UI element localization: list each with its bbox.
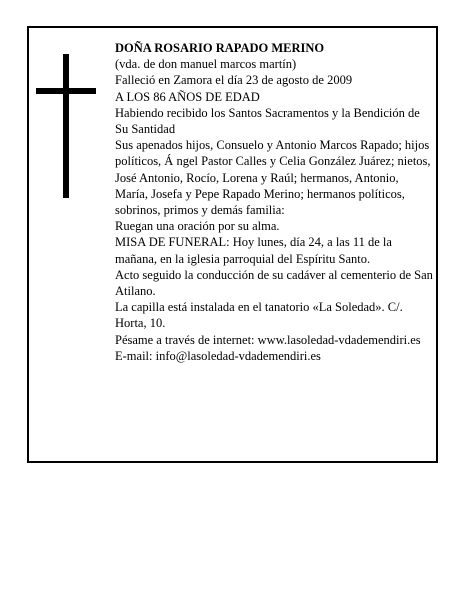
burial-paragraph: Acto seguido la conducción de su cadáver al cementerio de San Atilano. <box>115 267 433 299</box>
cross-vertical-bar <box>63 54 69 198</box>
death-line: Falleció en Zamora el día 23 de agosto de 2009 <box>115 73 353 88</box>
cross-horizontal-bar <box>36 88 96 94</box>
chapel-paragraph: La capilla está instalada en el tanatorio «La Soledad». C/. Horta, 10. <box>115 300 403 331</box>
prayer-line: Ruegan una oración por su alma. <box>115 219 280 234</box>
age-line: A LOS 86 AÑOS DE EDAD <box>115 89 260 104</box>
funeral-paragraph: MISA DE FUNERAL: Hoy lunes, día 24, a las 11 de la mañana, en la iglesia parroquial del Espíritu Santo. <box>115 235 392 266</box>
widow-of-line: (vda. de don manuel marcos martín) <box>115 57 297 72</box>
deceased-name: DOÑA ROSARIO RAPADO MERINO <box>115 41 325 55</box>
family-paragraph: Sus apenados hijos, Consuelo y Antonio Marcos Rapado; hijos políticos, Á ngel Pastor Calles y Celia González Juárez; nietos, José Antonio, Rocío, Lorena y Raúl; hermanos, Antonio, María, Josefa y Pepe Rapado Merino; hermanos políticos, sobrinos, primos y demás familia: <box>115 138 431 218</box>
sacraments-line: Habiendo recibido los Santos Sacramentos y la Bendición de Su Santidad <box>115 105 420 137</box>
obituary-text <box>115 40 433 364</box>
condolences-link[interactable]: Pésame a través de internet: www.lasoledad-vdademendiri.es <box>115 332 421 347</box>
cross-icon <box>36 54 96 198</box>
email-link[interactable]: E-mail: info@lasoledad-vdademendiri.es <box>115 348 321 363</box>
